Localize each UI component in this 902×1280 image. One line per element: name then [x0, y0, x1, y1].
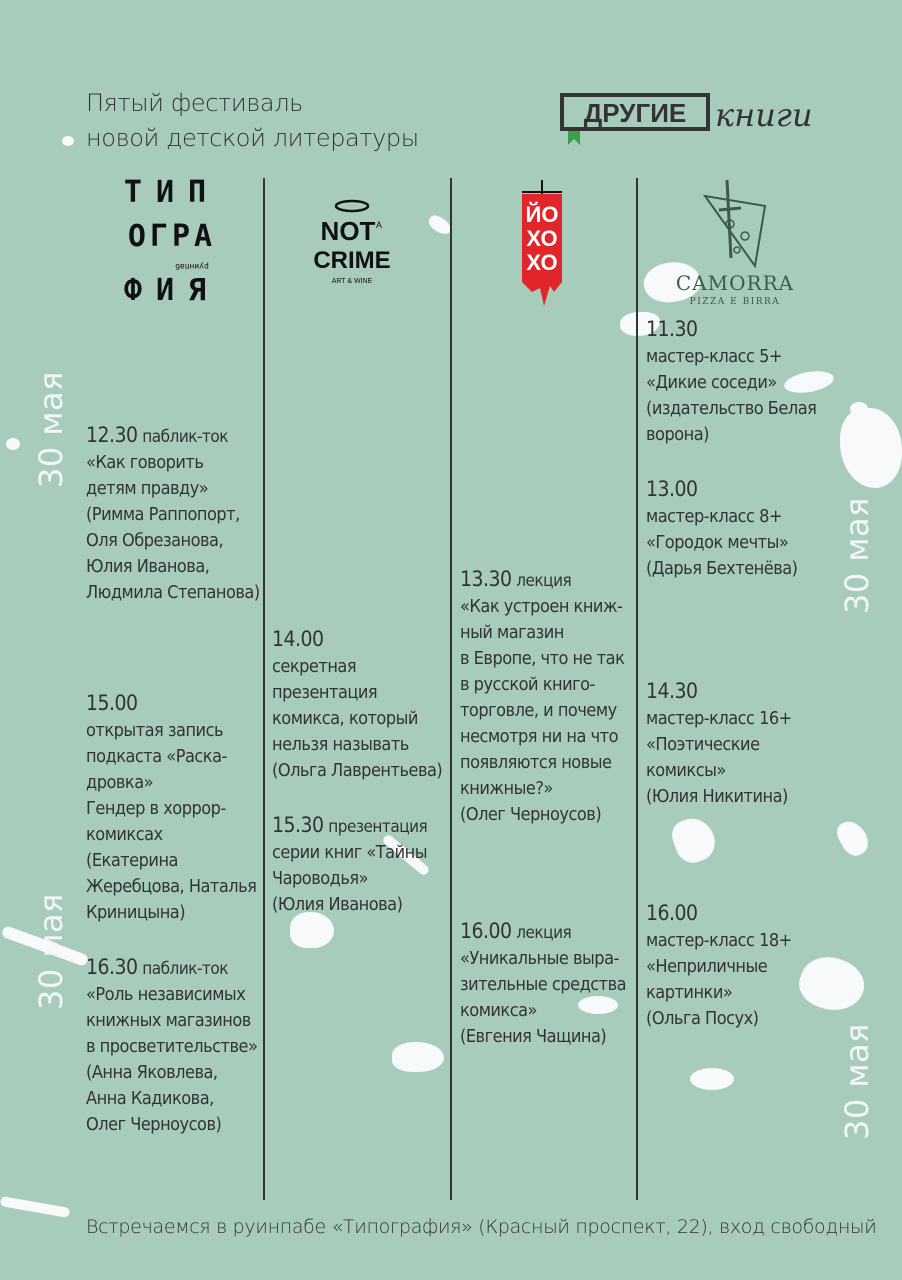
- event-line: картинки»: [646, 982, 733, 1003]
- event-time: 11.30: [646, 317, 698, 341]
- yohoho-line-3: ХО: [526, 250, 558, 275]
- art-wine-text: ART & WINE: [331, 278, 373, 285]
- camorra-title: CAMORRA: [675, 271, 795, 295]
- camorra-sub: PIZZA E BIRRA: [689, 297, 781, 307]
- event-line: несмотря ни на что: [460, 726, 618, 747]
- event-line: нельзя называть: [272, 734, 409, 755]
- event-line: Анна Кадикова,: [86, 1088, 214, 1109]
- event-line: комикса»: [460, 1000, 537, 1021]
- festival-title-line-1: Пятый фестиваль: [86, 89, 303, 117]
- event-line: «Городок мечты»: [646, 532, 789, 553]
- event-block: [460, 566, 624, 828]
- event-line: серии книг «Тайны: [272, 842, 427, 863]
- event-line: книжные?»: [460, 778, 553, 799]
- event-line: комиксах: [86, 824, 163, 845]
- column-divider: [450, 178, 452, 1200]
- event-line: зительные средства: [460, 974, 627, 995]
- yohoho-logo-graphic: [512, 180, 572, 308]
- tipografiya-logo-graphic: [100, 176, 245, 306]
- event-time: 13.30: [460, 567, 512, 591]
- not-text: NOT: [320, 216, 376, 246]
- event-time: 13.00: [646, 477, 698, 501]
- date-label: 30 мая: [838, 497, 876, 614]
- venue-logo-yohoho: [512, 180, 572, 308]
- festival-title: [86, 86, 419, 156]
- event-line: секретная: [272, 656, 357, 677]
- event-block: [646, 316, 816, 448]
- event-type: лекция: [516, 571, 572, 591]
- event-line: дровка»: [86, 772, 154, 793]
- event-line: «Роль независимых: [86, 984, 246, 1005]
- event-line: комикса, который: [272, 708, 418, 729]
- event-type: паблик-ток: [142, 427, 229, 447]
- event-time: 16.00: [460, 919, 512, 943]
- event-line: (Анна Яковлева,: [86, 1062, 218, 1083]
- event-line: в просветительстве»: [86, 1036, 258, 1057]
- event-block: [272, 626, 442, 784]
- event-line: «Уникальные выра-: [460, 948, 619, 969]
- event-line: (Олег Черноусов): [460, 804, 602, 825]
- event-line: мастер-класс 16+: [646, 708, 792, 729]
- event-line: детям правду»: [86, 478, 209, 499]
- event-time: 14.30: [646, 679, 698, 703]
- event-line: Людмила Степанова): [86, 582, 260, 603]
- tipografiya-line-1: ТИП: [123, 176, 221, 210]
- event-line: мастер-класс 5+: [646, 346, 782, 367]
- event-line: комиксы»: [646, 760, 726, 781]
- event-line: Криницына): [86, 902, 186, 923]
- event-line: «Неприличные: [646, 956, 768, 977]
- not-a-crime-logo-graphic: [312, 194, 392, 290]
- yohoho-line-2: ХО: [526, 226, 558, 251]
- event-line: (Юлия Никитина): [646, 786, 788, 807]
- drugie-knigi-logo-graphic: [560, 93, 830, 153]
- event-line: (Ольга Посух): [646, 1008, 759, 1029]
- event-line: мастер-класс 18+: [646, 930, 792, 951]
- event-block: [646, 900, 792, 1032]
- event-line: (Юлия Иванова): [272, 894, 403, 915]
- event-block: [646, 678, 792, 810]
- event-time: 14.00: [272, 627, 324, 651]
- yohoho-line-1: ЙО: [525, 202, 559, 227]
- event-line: «Дикие соседи»: [646, 372, 777, 393]
- event-line: (Евгения Чащина): [460, 1026, 607, 1047]
- event-type: презентация: [328, 817, 428, 837]
- event-line: появляются новые: [460, 752, 612, 773]
- tipografiya-line-2: ОГРА: [127, 219, 217, 254]
- venue-logo-not-a-crime: [312, 194, 392, 290]
- event-line: в Европе, что не так: [460, 648, 625, 669]
- event-line: (Екатерина: [86, 850, 178, 871]
- column-divider: [636, 178, 638, 1200]
- event-type: лекция: [516, 923, 572, 943]
- event-block: [86, 954, 257, 1138]
- event-time: 15.00: [86, 691, 138, 715]
- event-block: [86, 690, 256, 926]
- event-line: (издательство Белая: [646, 398, 817, 419]
- event-line: книжных магазинов: [86, 1010, 251, 1031]
- event-line: открытая запись: [86, 720, 224, 741]
- event-block: [272, 812, 427, 918]
- footer-venue-info: Встречаемся в руинпабе «Типография» (Красный проспект, 22), вход свободный: [86, 1216, 877, 1238]
- event-line: «Поэтические: [646, 734, 760, 755]
- a-text: A: [376, 220, 383, 230]
- knigi-text: книги: [715, 96, 813, 134]
- event-line: Оля Обрезанова,: [86, 530, 224, 551]
- tipografiya-line-3: ФИЯ: [123, 273, 221, 306]
- event-time: 16.30: [86, 955, 138, 979]
- festival-title-line-2: новой детской литературы: [86, 124, 419, 152]
- venue-logo-camorra: [655, 176, 805, 310]
- event-line: торговле, и почему: [460, 700, 617, 721]
- event-line: подкаста «Раска-: [86, 746, 227, 767]
- drugie-knigi-logo: [560, 93, 830, 153]
- event-line: «Как устроен книж-: [460, 596, 623, 617]
- event-time: 15.30: [272, 813, 324, 837]
- event-time: 12.30: [86, 423, 138, 447]
- date-label: 30 мая: [32, 893, 70, 1010]
- date-label: 30 мая: [838, 1023, 876, 1140]
- event-block: [86, 422, 260, 606]
- event-line: ворона): [646, 424, 709, 445]
- drugie-text: ДРУГИЕ: [583, 98, 687, 128]
- event-line: в русской книго-: [460, 674, 595, 695]
- crime-text: CRIME: [313, 247, 391, 274]
- event-line: «Как говорить: [86, 452, 204, 473]
- tipografiya-small: руинпаб: [175, 262, 209, 271]
- event-line: Чароводья»: [272, 868, 369, 889]
- event-line: Жеребцова, Наталья: [86, 876, 257, 897]
- venue-logo-tipografiya: [100, 176, 245, 306]
- camorra-logo-graphic: [655, 176, 805, 310]
- event-block: [646, 476, 798, 582]
- event-line: (Римма Раппопорт,: [86, 504, 240, 525]
- event-type: паблик-ток: [142, 959, 229, 979]
- column-divider: [263, 178, 265, 1200]
- event-line: Юлия Иванова,: [86, 556, 210, 577]
- event-line: (Ольга Лаврентьева): [272, 760, 443, 781]
- event-line: Гендер в хоррор-: [86, 798, 226, 819]
- event-line: (Дарья Бехтенёва): [646, 558, 798, 579]
- event-line: ный магазин: [460, 622, 564, 643]
- event-time: 16.00: [646, 901, 698, 925]
- date-label: 30 мая: [32, 371, 70, 488]
- event-line: мастер-класс 8+: [646, 506, 782, 527]
- event-block: [460, 918, 626, 1050]
- event-line: презентация: [272, 682, 378, 703]
- event-line: Олег Черноусов): [86, 1114, 222, 1135]
